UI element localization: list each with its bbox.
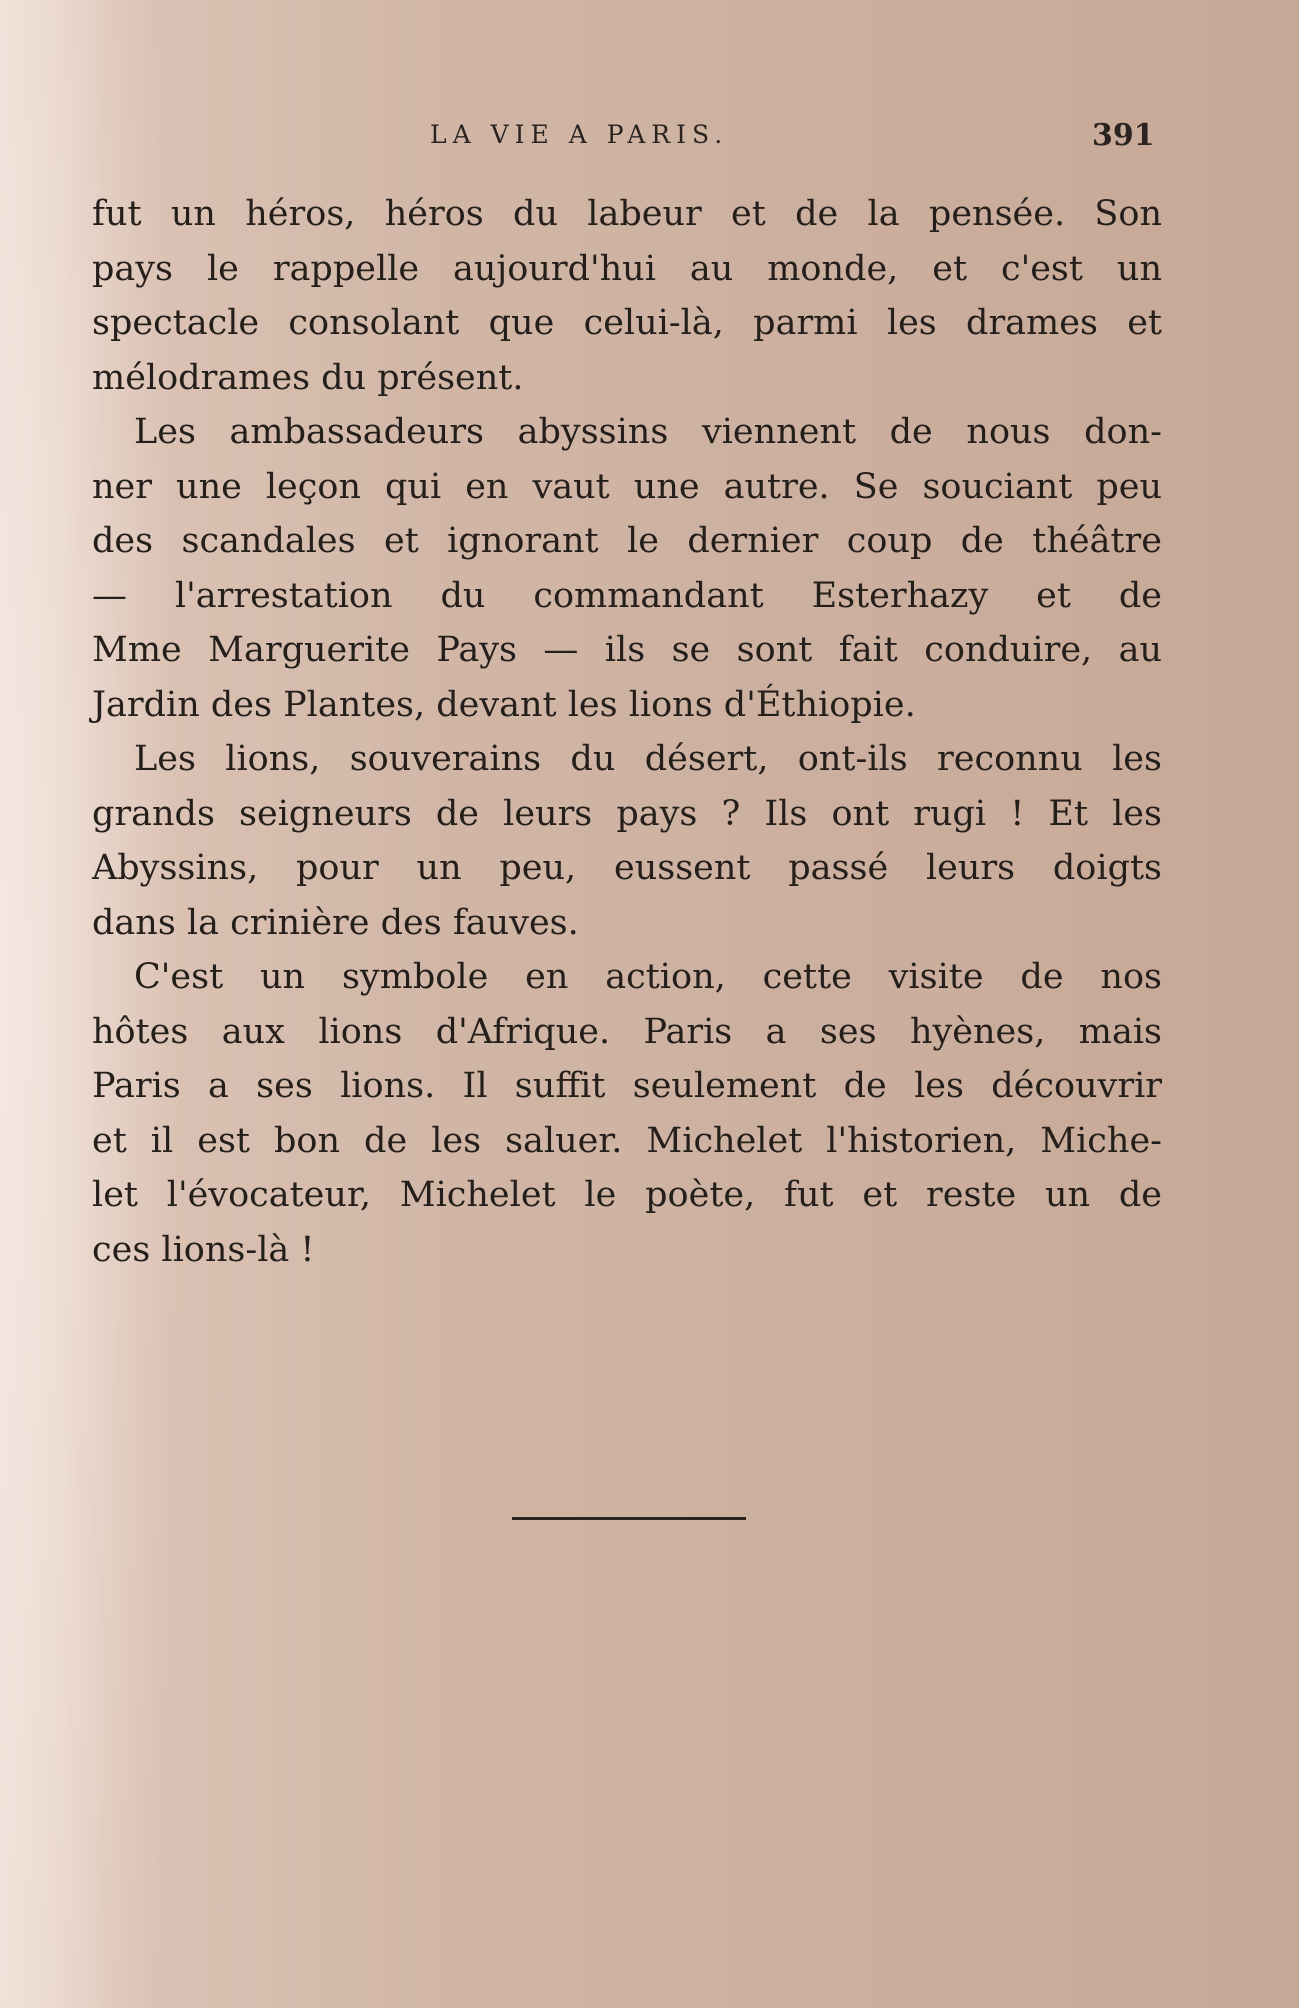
text-line: mélodrames du présent. <box>92 357 524 398</box>
page-number: 391 <box>1092 118 1155 153</box>
text-line: ces lions-là ! <box>92 1229 315 1270</box>
page-header <box>0 112 1299 162</box>
closing-rule <box>512 1517 746 1520</box>
text-line: Jardin des Plantes, devant les lions d'Éthiopie. <box>92 684 916 725</box>
text-line: let l'évocateur, Michelet le poète, fut et reste un de <box>92 1175 1162 1215</box>
text-line: Paris a ses lions. Il suffit seulement de les découvrir <box>92 1066 1162 1106</box>
text-line: — l'arrestation du commandant Esterhazy et de <box>92 575 1162 616</box>
text-line: pays le rappelle aujourd'hui au monde, et c'est un <box>92 248 1162 289</box>
text-line: Mme Marguerite Pays — ils se sont fait conduire, au <box>92 630 1162 670</box>
text-line: hôtes aux lions d'Afrique. Paris a ses hyènes, mais <box>92 1011 1162 1052</box>
text-line: spectacle consolant que celui-là, parmi les drames et <box>92 303 1162 343</box>
text-line: dans la crinière des fauves. <box>92 902 579 943</box>
running-title: LA VIE A PARIS. <box>430 120 729 149</box>
paragraph-first-line: Les ambassadeurs abyssins viennent de nous don- <box>134 412 1162 452</box>
text-line: des scandales et ignorant le dernier coup de théâtre <box>92 521 1162 561</box>
text-line: ner une leçon qui en vaut une autre. Se souciant peu <box>92 466 1162 507</box>
body-text <box>92 187 1162 1277</box>
text-line: et il est bon de les saluer. Michelet l'historien, Miche- <box>92 1120 1162 1161</box>
paragraph-first-line: C'est un symbole en action, cette visite de nos <box>134 957 1162 997</box>
text-line: Abyssins, pour un peu, eussent passé leurs doigts <box>92 848 1162 888</box>
text-line: fut un héros, héros du labeur et de la pensée. Son <box>92 194 1162 234</box>
text-line: grands seigneurs de leurs pays ? Ils ont rugi ! Et les <box>92 793 1162 834</box>
paragraph-first-line: Les lions, souverains du désert, ont-ils reconnu les <box>134 739 1162 779</box>
